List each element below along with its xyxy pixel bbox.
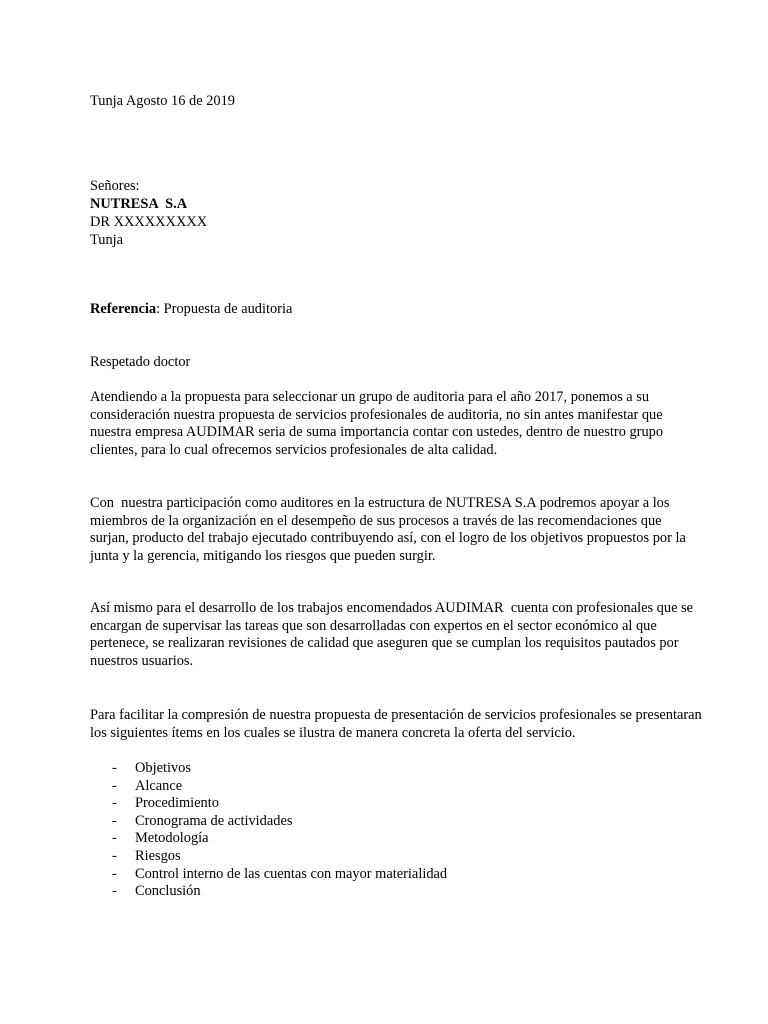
list-item: Objetivos <box>135 760 191 776</box>
paragraph-line: nuestros usuarios. <box>90 652 194 669</box>
paragraph-line: pertenece, se realizaran revisiones de calidad que aseguren que se cumplan los requisitos pautados por <box>90 635 679 652</box>
bullet-marker: - <box>112 865 117 882</box>
paragraph-line: miembros de la organización en el desempeño de sus procesos a través de las recomendaciones que <box>90 512 662 529</box>
bullet-marker: - <box>112 812 117 829</box>
reference-text: : Propuesta de auditoria <box>156 301 293 317</box>
bullet-marker: - <box>112 830 117 847</box>
recipient-person: DR XXXXXXXXX <box>90 214 208 230</box>
paragraph-line: Con nuestra participación como auditores en la estructura de NUTRESA S.A podremos apoyar a los <box>90 495 670 511</box>
paragraph-line: Así mismo para el desarrollo de los trabajos encomendados AUDIMAR cuenta con profesionales que se <box>90 600 694 616</box>
paragraph-line: surjan, producto del trabajo ejecutado contribuyendo así, con el logro de los objetivos propuestos por la <box>90 530 686 547</box>
list-item: Control interno de las cuentas con mayor materialidad <box>135 865 448 882</box>
paragraph-line: nuestra empresa AUDIMAR seria de suma importancia contar con ustedes, dentro de nuestro grupo <box>90 424 664 441</box>
company-name-text: NUTRESA S.A <box>90 196 188 212</box>
bullet-marker: - <box>112 777 117 794</box>
paragraph-1 <box>90 389 690 459</box>
bullet-marker: - <box>112 848 117 864</box>
recipient-city: Tunja <box>90 232 124 248</box>
list-item: Cronograma de actividades <box>135 812 293 829</box>
paragraph-line: encargan de supervisar las tareas que son desarrolladas con expertos en el sector económico al que <box>90 617 657 634</box>
reference-line <box>90 300 292 318</box>
list-item: Metodología <box>135 830 209 847</box>
list-item: Conclusión <box>135 883 201 900</box>
list-item: Alcance <box>135 777 183 794</box>
paragraph-line: clientes, para lo cual ofrecemos servicios profesionales de alta calidad. <box>90 441 498 458</box>
reference-label: Referencia <box>90 301 157 317</box>
paragraph-line: los siguientes ítems en los cuales se ilustra de manera concreta la oferta del servicio. <box>90 724 576 741</box>
list-item: Riesgos <box>135 848 181 864</box>
paragraph-3 <box>90 600 694 670</box>
company-name <box>90 195 187 213</box>
paragraph-line: Para facilitar la compresión de nuestra propuesta de presentación de servicios profesionales se presentaran <box>90 707 702 723</box>
paragraph-4 <box>90 707 702 742</box>
list-item: Procedimiento <box>135 795 219 812</box>
paragraph-2 <box>90 495 690 565</box>
paragraph-line: Atendiendo a la propuesta para seleccionar un grupo de auditoria para el año 2017, ponemos a su <box>90 389 650 405</box>
bullet-marker: - <box>112 760 117 776</box>
paragraph-line: consideración nuestra propuesta de servicios profesionales de auditoria, no sin antes manifestar que <box>90 406 663 423</box>
date-line: Tunja Agosto 16 de 2019 <box>90 93 235 109</box>
paragraph-line: junta y la gerencia, mitigando los riesgos que pueden surgir. <box>90 547 436 564</box>
greeting: Respetado doctor <box>90 354 191 370</box>
bullet-marker: - <box>112 883 117 900</box>
bullet-marker: - <box>112 795 117 812</box>
salutation: Señores: <box>90 178 140 194</box>
